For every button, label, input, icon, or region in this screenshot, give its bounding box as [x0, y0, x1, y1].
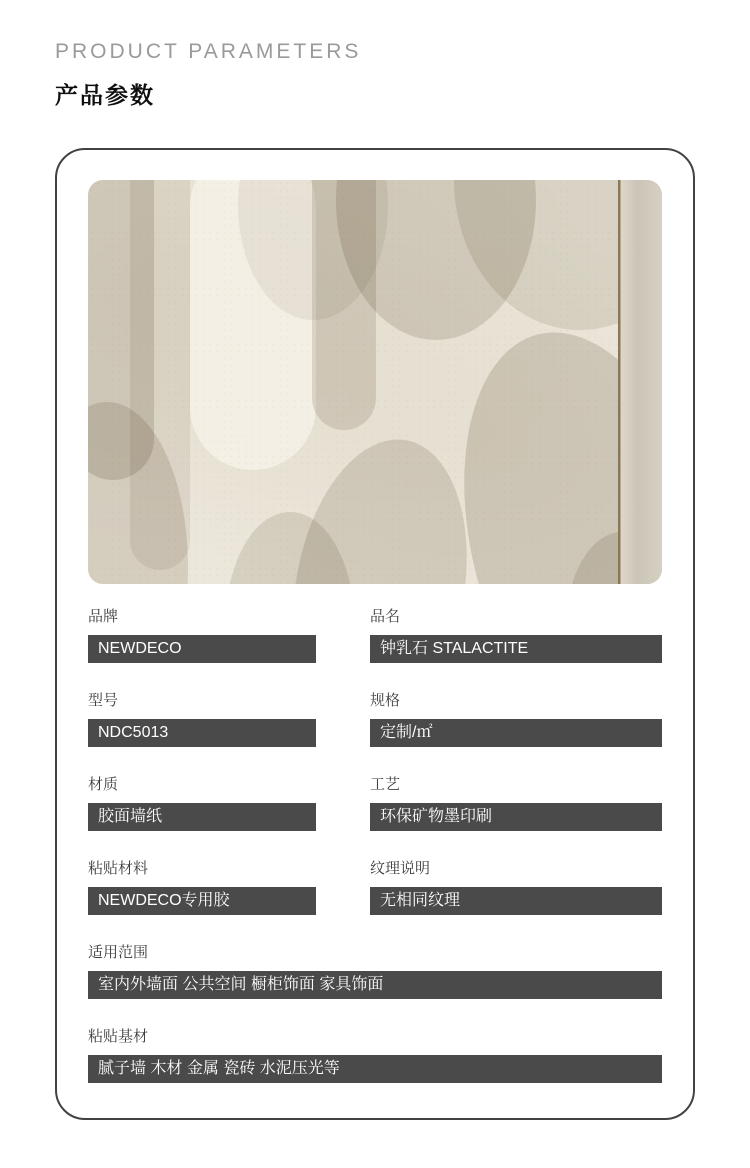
field-brand [88, 608, 316, 663]
field-value: 定制/㎡ [370, 719, 662, 747]
field-value: 钟乳石 STALACTITE [370, 635, 662, 663]
field-product-name [370, 608, 662, 663]
field-value: NEWDECO [88, 635, 316, 663]
product-image [88, 180, 662, 584]
section-title-zh: 产品参数 [55, 82, 155, 108]
field-label: 型号 [88, 692, 119, 709]
field-value: 环保矿物墨印刷 [370, 803, 662, 831]
field-label: 品名 [370, 608, 401, 625]
field-label: 粘贴基材 [88, 1028, 149, 1045]
parameters-card [55, 148, 695, 1120]
field-model [88, 692, 316, 747]
field-value: 无相同纹理 [370, 887, 662, 915]
parameters-grid [88, 608, 662, 1112]
section-header [55, 40, 361, 110]
field-label: 材质 [88, 776, 119, 793]
field-spec [370, 692, 662, 747]
section-title-en: PRODUCT PARAMETERS [55, 40, 362, 63]
field-craft [370, 776, 662, 831]
field-label: 粘贴材料 [88, 860, 149, 877]
field-material [88, 776, 316, 831]
field-value: 室内外墙面 公共空间 橱柜饰面 家具饰面 [88, 971, 662, 999]
field-substrate [88, 1028, 662, 1083]
field-application-range [88, 944, 662, 999]
field-value: NEWDECO专用胶 [88, 887, 316, 915]
field-texture-note [370, 860, 662, 915]
field-adhesive-material [88, 860, 316, 915]
field-value: 腻子墙 木材 金属 瓷砖 水泥压光等 [88, 1055, 662, 1083]
field-label: 品牌 [88, 608, 119, 625]
wallpaper-panel-edge [618, 180, 662, 584]
field-label: 适用范围 [88, 944, 149, 961]
field-value: 胶面墙纸 [88, 803, 316, 831]
field-label: 纹理说明 [370, 860, 431, 877]
field-label: 工艺 [370, 776, 401, 793]
field-value: NDC5013 [88, 719, 316, 747]
field-label: 规格 [370, 692, 401, 709]
